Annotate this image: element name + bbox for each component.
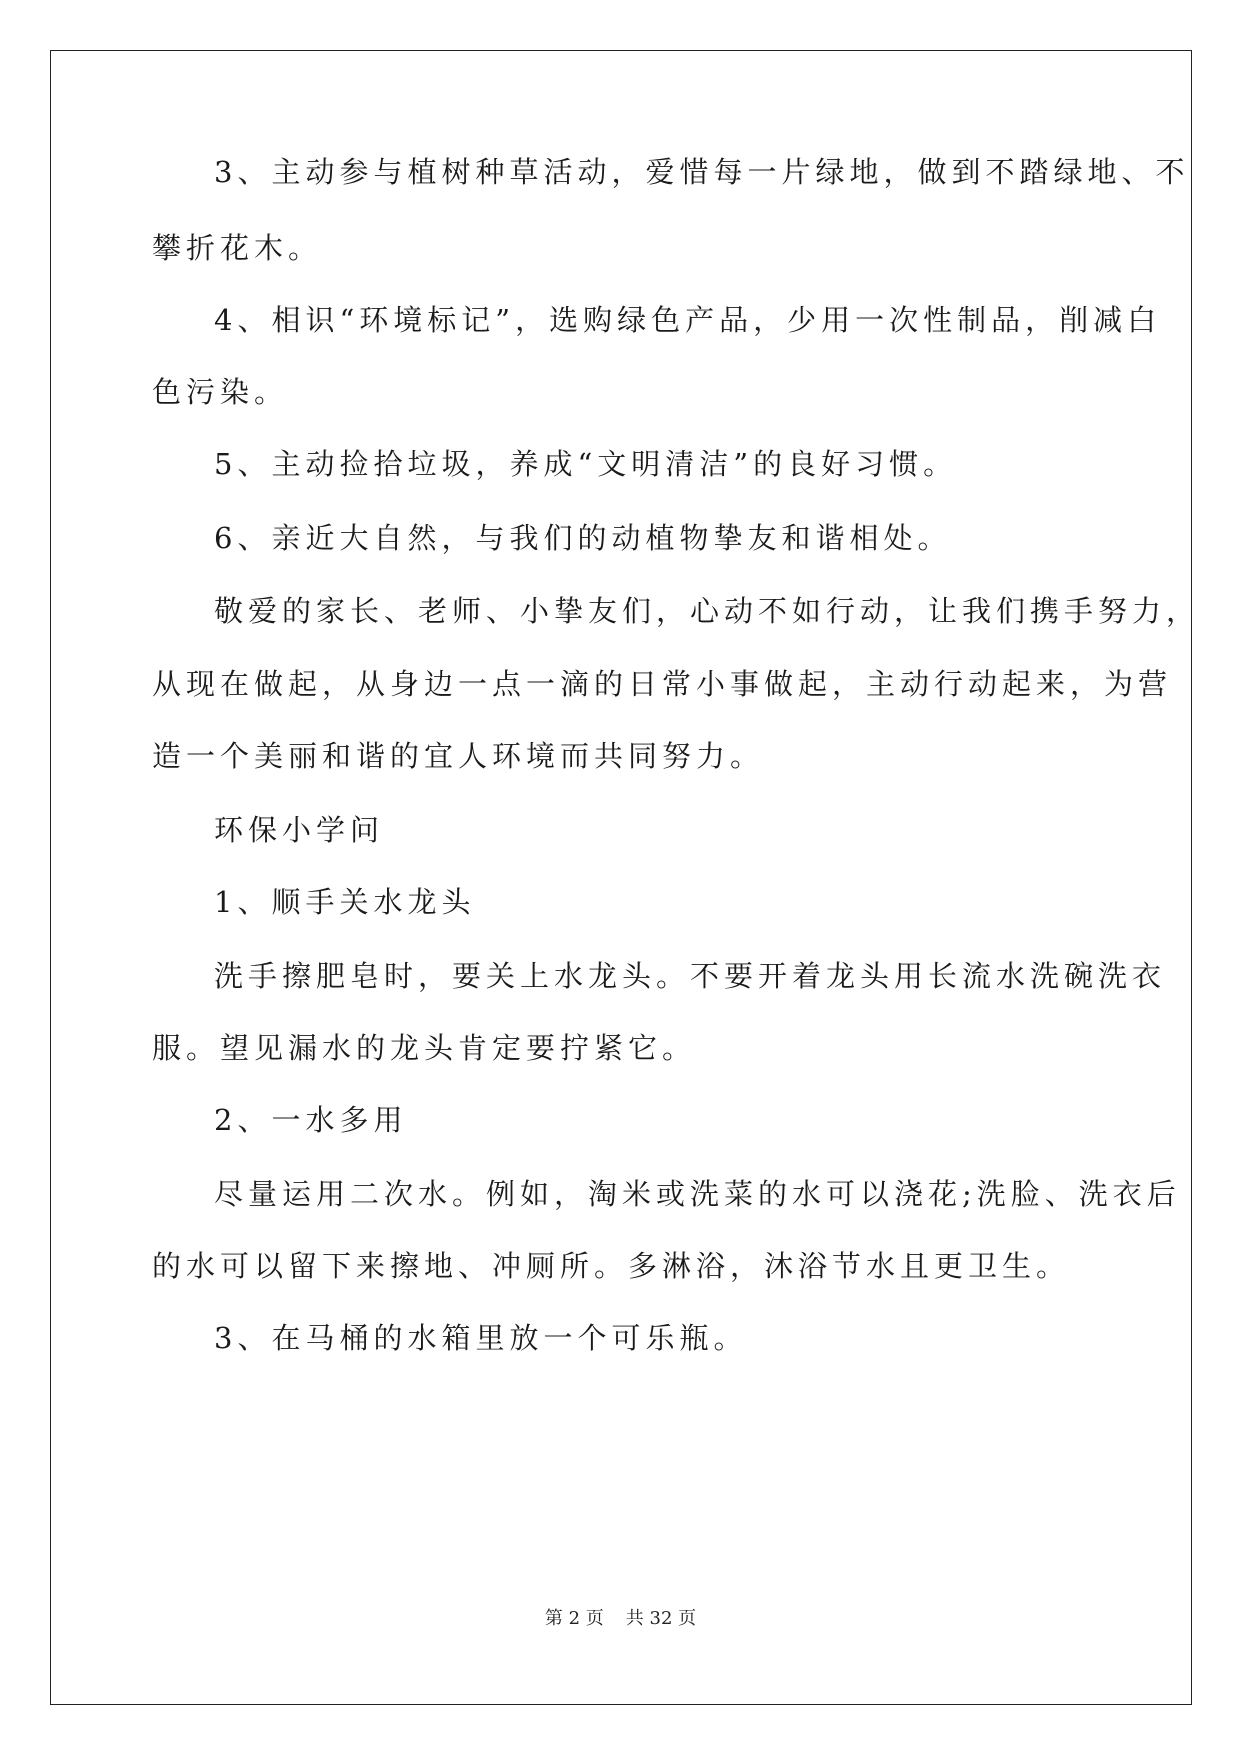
paragraph-line: 的水可以留下来擦地、冲厕所。多淋浴，沐浴节水且更卫生。 [152,1249,1071,1283]
paragraph-line: 从现在做起，从身边一点一滴的日常小事做起，主动行动起来，为营 [152,667,1173,701]
paragraph-line: 敬爱的家长、老师、小挚友们，心动不如行动，让我们携手努力， [214,594,1201,628]
page-total: 共 32 页 [625,1608,697,1629]
paragraph-line: 攀折花木。 [152,231,323,265]
item-heading: 3、在马桶的水箱里放一个可乐瓶。 [214,1321,748,1355]
section-heading: 环保小学问 [214,813,385,847]
paragraph-line: 尽量运用二次水。例如，淘米或洗菜的水可以浇花;洗脸、洗衣后 [214,1177,1181,1211]
paragraph-line: 造一个美丽和谐的宜人环境而共同努力。 [152,739,765,773]
page-frame [50,50,1192,1705]
paragraph-line: 5、主动捡拾垃圾，养成“文明清洁”的良好习惯。 [214,447,958,481]
page-footer [0,1604,1241,1630]
paragraph-line: 服。望见漏水的龙头肯定要拧紧它。 [152,1031,697,1065]
item-heading: 1、顺手关水龙头 [214,885,476,919]
paragraph-line: 6、亲近大自然，与我们的动植物挚友和谐相处。 [214,521,952,555]
paragraph-line: 4、相识“环境标记”，选购绿色产品，少用一次性制品，削减白 [214,303,1162,337]
paragraph-line: 3、主动参与植树种草活动，爱惜每一片绿地，做到不踏绿地、不 [214,155,1190,189]
item-heading: 2、一水多用 [214,1103,408,1137]
paragraph-line: 色污染。 [152,375,289,409]
paragraph-line: 洗手擦肥皂时，要关上水龙头。不要开着龙头用长流水洗碗洗衣 [214,959,1167,993]
page-number: 第 2 页 [544,1608,604,1629]
